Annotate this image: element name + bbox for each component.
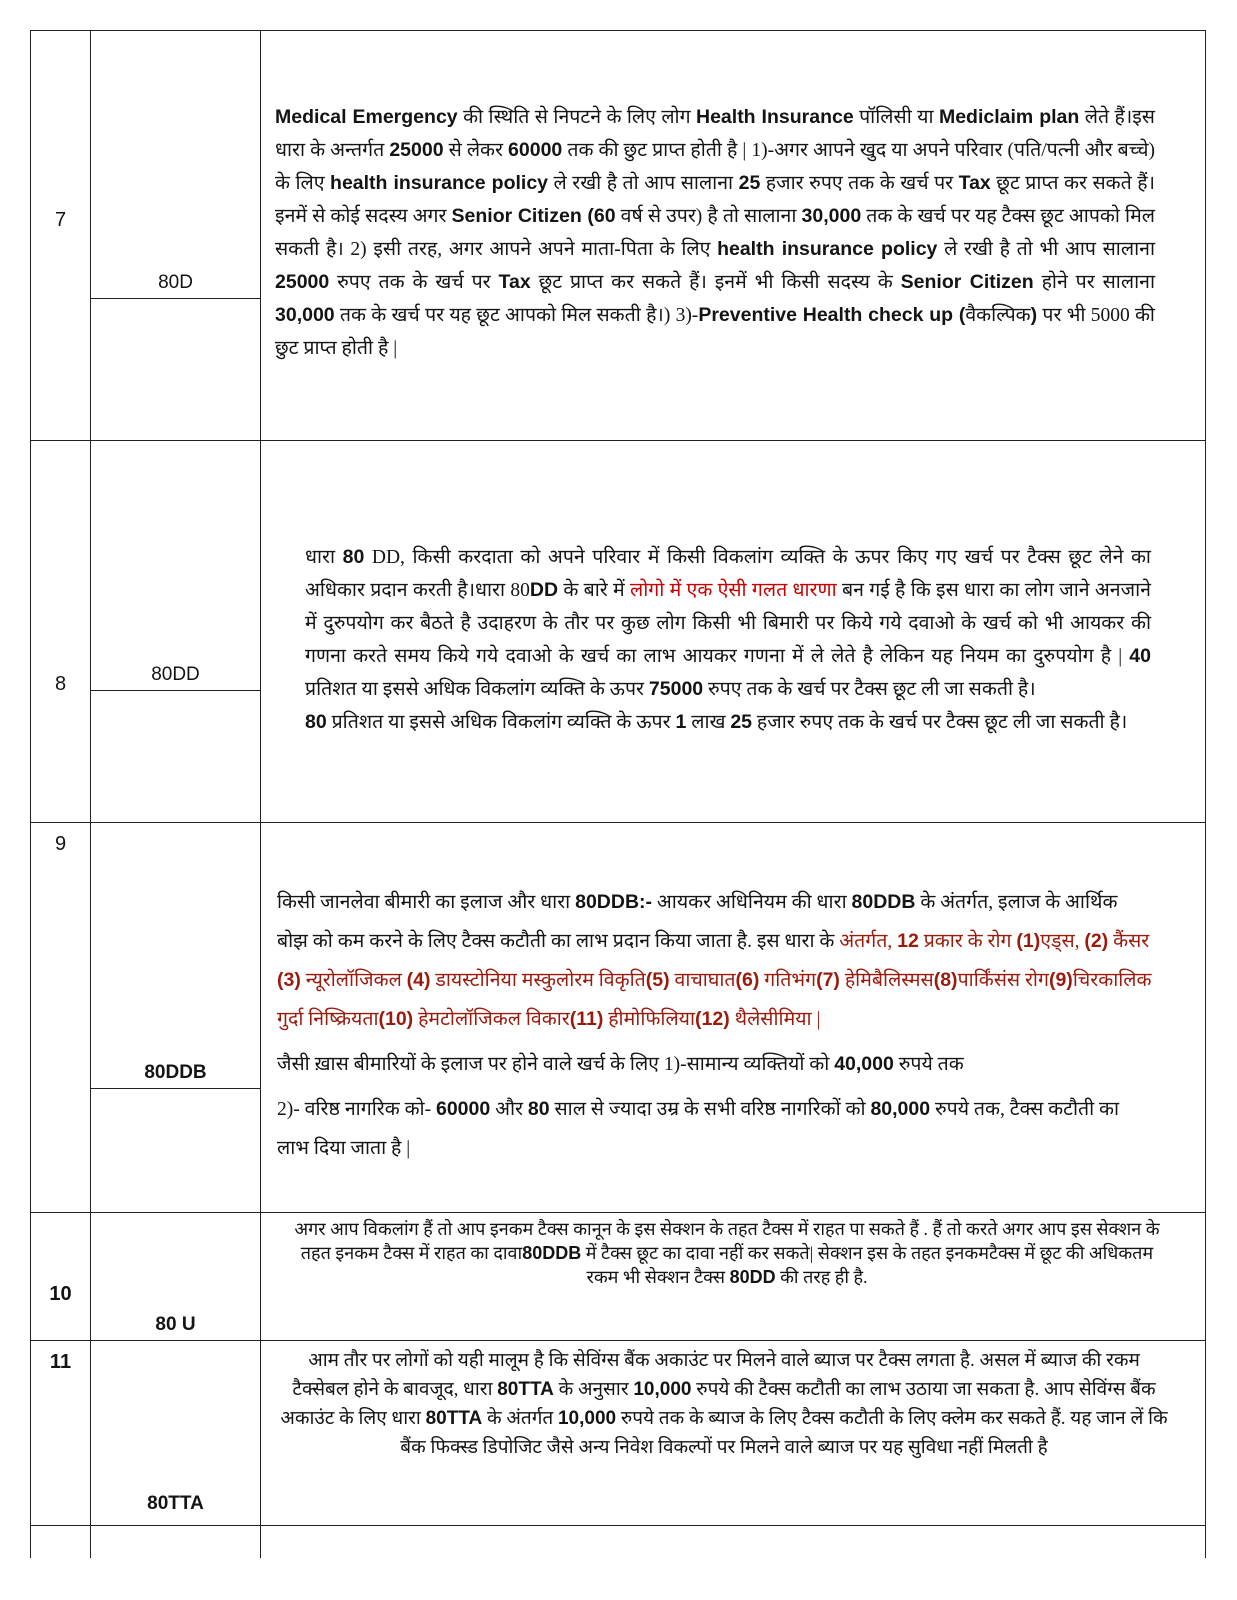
- description-text: अगर आप विकलांग हैं तो आप इनकम टैक्स कानून के इस सेक्शन के तहत टैक्स में राहत पा सकते हैं . हैं तो करते अगर आप इस सेक्शन के तहत इनकम टैक्स में राहत का दावा80DDB में टैक्स छूट का दावा नहीं कर सकते| सेक्शन इस के तहत इनकमटैक्स में छूट की अधिकतम रकम भी सेक्शन टैक्स 80DD की तरह ही है.: [294, 1219, 1160, 1287]
- row-number-cell: [31, 31, 91, 440]
- section-code-cell: [91, 31, 261, 440]
- table-row: [31, 1213, 1205, 1341]
- section-code-cell: [91, 1341, 261, 1525]
- table-row: [31, 1341, 1205, 1526]
- description-text: Medical Emergency की स्थिति से निपटने के लिए लोग Health Insurance पॉलिसी या Mediclaim plan लेते हैं।इस धारा के अन्तर्गत 25000 से लेकर 60000 तक की छुट प्राप्त होती है | 1)-अगर आपने खुद या अपने परिवार (पति/पत्नी और बच्चे) के लिए health insurance policy ले रखी है तो आप सालाना 25 हजार रुपए तक के खर्च पर Tax छूट प्राप्त कर सकते हैं। इनमें से कोई सदस्य अगर Senior Citizen (60 वर्ष से उपर) है तो सालाना 30,000 तक के खर्च पर यह टैक्स छूट आपको मिल सकती है। 2) इसी तरह, अगर आपने अपने माता-पिता के लिए health insurance policy ले रखी है तो भी आप सालाना 25000 रुपए तक के खर्च पर Tax छूट प्राप्त कर सकते हैं। इनमें भी किसी सदस्य के Senior Citizen होने पर सालाना 30,000 तक के खर्च पर यह छूट आपको मिल सकती है।) 3)-Preventive Health check up (वैकल्पिक) पर भी 5000 की छुट प्राप्त होती है |: [275, 106, 1156, 359]
- row-number-cell: [31, 1213, 91, 1340]
- section-code: 80DD: [151, 664, 200, 685]
- section-code-cell: [91, 441, 261, 822]
- row-number-cell: [31, 1341, 91, 1525]
- section-code-cell: [91, 823, 261, 1212]
- description-cell: [261, 823, 1205, 1212]
- description-text: किसी जानलेवा बीमारी का इलाज और धारा 80DDB:- आयकर अधिनियम की धारा 80DDB के अंतर्गत, इलाज के आर्थिक बोझ को कम करने के लिए टैक्स कटौती का लाभ प्रदान किया जाता है. इस धारा के अंतर्गत, 12 प्रकार के रोग (1)एड्स, (2) कैंसर (3) न्यूरोलॉजिकल (4) डायस्टोनिया मस्कुलोरम विकृति(5) वाचाघात(6) गतिभंग(7) हेमिबैलिस्मस(8)पार्किंसंस रोग(9)चिरकालिक गुर्दा निष्क्रियता(10) हेमटोलॉजिकल विकार(11) हीमोफिलिया(12) थैलेसीमिया | जैसी ख़ास बीमारियों के इलाज पर होने वाले खर्च के लिए 1)-सामान्य व्यक्तियों को 40,000 रुपये तक 2)- वरिष्ठ नागरिक को- 60000 और 80 साल से ज्यादा उम्र के सभी वरिष्ठ नागरिकों को 80,000 रुपये तक, टैक्स कटौती का लाभ दिया जाता है |: [277, 891, 1152, 1159]
- row-number-cell: [31, 1526, 91, 1558]
- description-cell: [261, 1526, 1205, 1558]
- row-number: 7: [54, 209, 67, 231]
- section-cell-upper: [91, 31, 260, 299]
- table-row-partial: [31, 1526, 1205, 1558]
- description-text: आम तौर पर लोगों को यही मालूम है कि सेविंग्स बैंक अकाउंट पर मिलने वाले ब्याज पर टैक्स लगता है. असल में ब्याज की रकम टैक्सेबल होने के बावजूद, धारा 80TTA के अनुसार 10,000 रुपये की टैक्स कटौती का लाभ उठाया जा सकता है. आप सेविंग्स बैंक अकाउंट के लिए धारा 80TTA के अंतर्गत 10,000 रुपये तक के ब्याज के लिए टैक्स कटौती के लिए क्लेम कर सकते हैं. यह जान लें कि बैंक फिक्स्ड डिपोजिट जैसे अन्य निवेश विकल्पों पर मिलने वाले ब्याज पर यह सुविधा नहीं मिलती है: [280, 1350, 1168, 1458]
- section-code: 80 U: [155, 1314, 196, 1335]
- row-number: 8: [54, 673, 67, 695]
- table-row: [31, 823, 1205, 1213]
- row-number: 10: [49, 1283, 72, 1305]
- tax-sections-table: [30, 30, 1206, 1558]
- table-row: [31, 31, 1205, 441]
- section-cell-upper: [91, 441, 260, 691]
- section-code-cell: [91, 1526, 261, 1558]
- description-cell: [261, 1213, 1205, 1340]
- table-row: [31, 441, 1205, 823]
- section-cell-lower: [91, 1089, 260, 1212]
- description-text: धारा 80 DD, किसी करदाता को अपने परिवार में किसी विकलांग व्यक्ति के ऊपर किए गए खर्च पर टैक्स छूट लेने का अधिकार प्रदान करती है।धारा 80DD के बारे में लोगो में एक ऐसी गलत धारणा बन गई है कि इस धारा का लोग जाने अनजाने में दुरुपयोग कर बैठते है उदाहरण के तौर पर कुछ लोग किसी भी बिमारी पर किये गये दवाओ के खर्च को भी आयकर की गणना करते समय किये गये दवाओ के खर्च का लाभ आयकर गणना में ले लेते है लेकिन यह नियम का दुरुपयोग है | 40 प्रतिशत या इससे अधिक विकलांग व्यक्ति के ऊपर 75000 रुपए तक के खर्च पर टैक्स छूट ली जा सकती है। 80 प्रतिशत या इससे अधिक विकलांग व्यक्ति के ऊपर 1 लाख 25 हजार रुपए तक के खर्च पर टैक्स छूट ली जा सकती है।: [305, 546, 1151, 733]
- row-number-cell: [31, 823, 91, 1212]
- row-number: 11: [49, 1351, 72, 1373]
- section-code-cell: [91, 1213, 261, 1340]
- description-cell: [261, 441, 1205, 822]
- description-cell: [261, 31, 1205, 440]
- row-number: 9: [54, 833, 67, 855]
- section-cell-upper: [91, 823, 260, 1089]
- section-cell-lower: [91, 691, 260, 822]
- section-code: 80TTA: [147, 1493, 204, 1514]
- description-cell: [261, 1341, 1205, 1525]
- section-cell-upper: [91, 1341, 260, 1525]
- row-number-cell: [31, 441, 91, 822]
- section-code: 80DDB: [144, 1062, 207, 1083]
- section-code: 80D: [158, 272, 193, 293]
- section-cell-upper: [91, 1213, 260, 1340]
- section-cell-lower: [91, 299, 260, 440]
